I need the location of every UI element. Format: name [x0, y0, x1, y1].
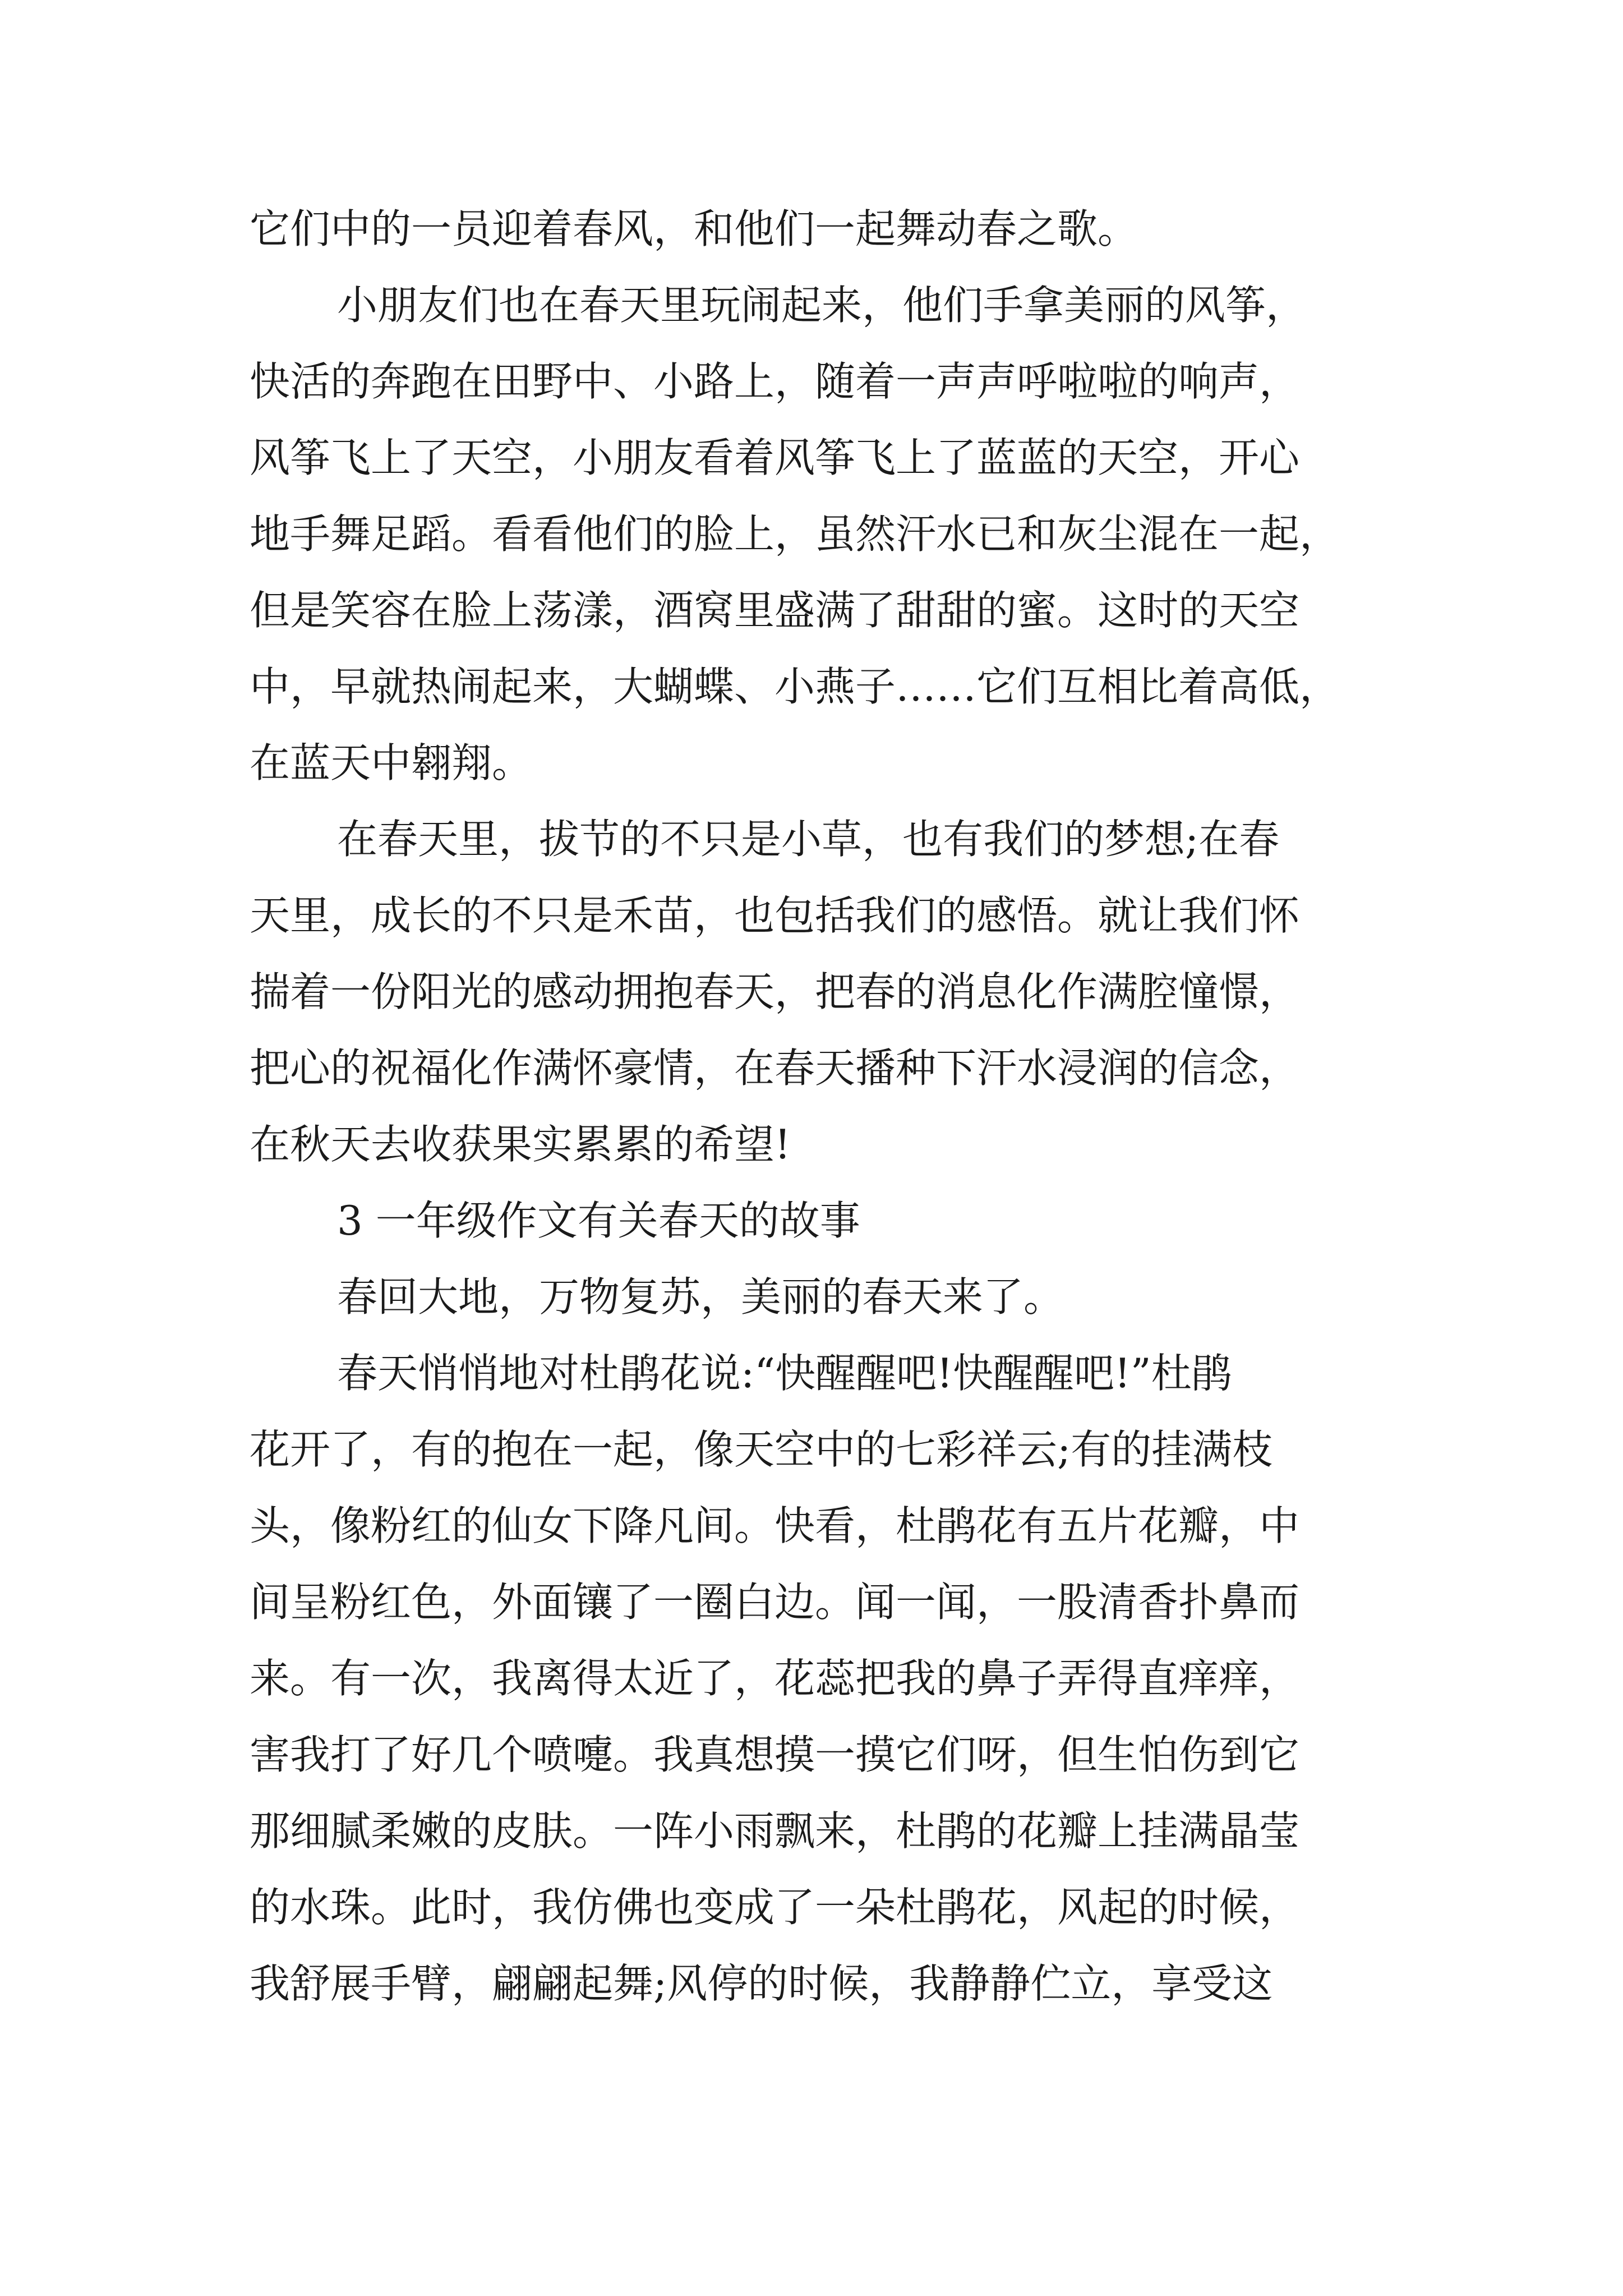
text-line: 头，像粉红的仙女下降凡间。快看，杜鹃花有五片花瓣，中 — [250, 1502, 1300, 1549]
text-line: 春回大地，万物复苏，美丽的春天来了。 — [337, 1273, 1064, 1320]
text-line: 害我打了好几个喷嚏。我真想摸一摸它们呀，但生怕伤到它 — [250, 1731, 1300, 1778]
text-line: 在蓝天中翱翔。 — [250, 739, 533, 786]
text-line: 在秋天去收获果实累累的希望! — [250, 1121, 791, 1168]
text-line: 来。有一次，我离得太近了，花蕊把我的鼻子弄得直痒痒， — [250, 1655, 1300, 1702]
text-line: 揣着一份阳光的感动拥抱春天，把春的消息化作满腔憧憬， — [250, 968, 1300, 1015]
text-line: 我舒展手臂，翩翩起舞;风停的时候，我静静伫立，享受这 — [250, 1960, 1273, 2007]
text-line: 把心的祝福化作满怀豪情，在春天播种下汗水浸润的信念， — [250, 1045, 1300, 1092]
text-line: 小朋友们也在春天里玩闹起来，他们手拿美丽的风筝， — [337, 282, 1307, 329]
text-line: 地手舞足蹈。看看他们的脸上，虽然汗水已和灰尘混在一起， — [250, 510, 1340, 558]
text-line: 它们中的一员迎着春风，和他们一起舞动春之歌。 — [250, 205, 1138, 252]
text-line: 的水珠。此时，我仿佛也变成了一朵杜鹃花，风起的时候， — [250, 1884, 1300, 1931]
text-line: 快活的奔跑在田野中、小路上，随着一声声呼啦啦的响声， — [250, 358, 1300, 405]
body-text — [250, 191, 1388, 2022]
text-line: 那细腻柔嫩的皮肤。一阵小雨飘来，杜鹃的花瓣上挂满晶莹 — [250, 1807, 1300, 1855]
text-line: 风筝飞上了天空，小朋友看着风筝飞上了蓝蓝的天空，开心 — [250, 434, 1300, 481]
text-line: 花开了，有的抱在一起，像天空中的七彩祥云;有的挂满枝 — [250, 1426, 1273, 1473]
text-line: 在春天里，拔节的不只是小草，也有我们的梦想;在春 — [337, 816, 1280, 863]
text-line: 间呈粉红色，外面镶了一圈白边。闻一闻，一股清香扑鼻而 — [250, 1579, 1300, 1626]
text-line: 3 一年级作文有关春天的故事 — [337, 1197, 860, 1244]
text-line: 天里，成长的不只是禾苗，也包括我们的感悟。就让我们怀 — [250, 892, 1300, 939]
text-line: 中，早就热闹起来，大蝴蝶、小燕子……它们互相比着高低， — [250, 663, 1340, 710]
text-line: 但是笑容在脸上荡漾，酒窝里盛满了甜甜的蜜。这时的天空 — [250, 587, 1300, 634]
text-line: 春天悄悄地对杜鹃花说:“快醒醒吧!快醒醒吧!”杜鹃 — [337, 1350, 1232, 1397]
